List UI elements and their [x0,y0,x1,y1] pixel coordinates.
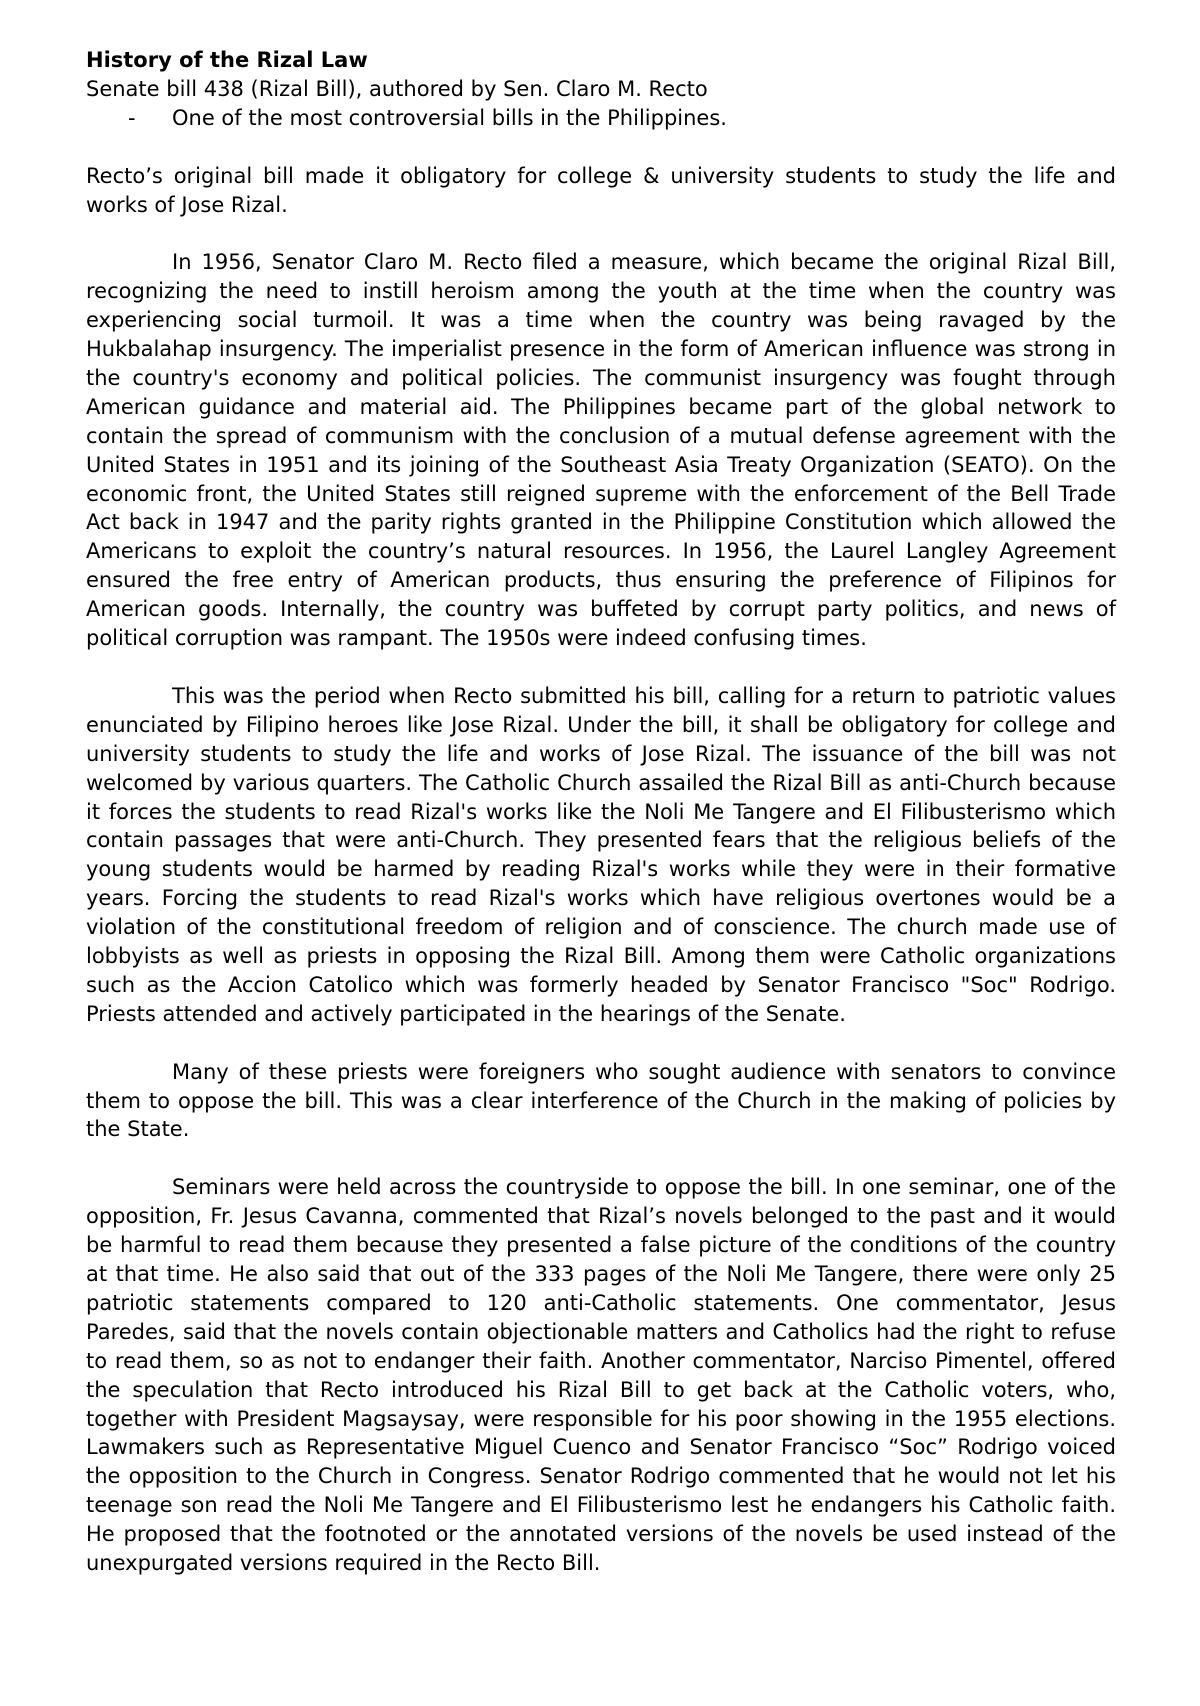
paragraph-opposition: This was the period when Recto submitted his bill, calling for a return to patriotic values enunciated by Filipino heroes like Jose Rizal. Under the bill, it shall be obligatory for college and university students to study the life and works of Jose Rizal. The issuance of the bill was not welcomed by various quarters. The Catholic Church assailed the Rizal Bill as anti-Church because it forces the students to read Rizal's works like the Noli Me Tangere and El Filibusterismo which contain passages that were anti-Church. They presented fears that the religious beliefs of the young students would be harmed by reading Rizal's works while they were in their formative years. Forcing the students to read Rizal's works which have religious overtones would be a violation of the constitutional freedom of religion and of conscience. The church made use of lobbyists as well as priests in opposing the Rizal Bill. Among them were Catholic organizations such as the Accion Catolico which was formerly headed by Senator Francisco "Soc" Rodrigo. Priests attended and actively participated in the hearings of the Senate. [86,683,1116,1026]
spacer [86,653,1116,682]
paragraph-seminars: Seminars were held across the countryside to oppose the bill. In one seminar, one of the opposition, Fr. Jesus Cavanna, commented that Rizal’s novels belonged to the past and it would be harmful to read them because they presented a false picture of the conditions of the country at that time. He also said that out of the 333 pages of the Noli Me Tangere, there were only 25 patriotic statements compared to 120 anti-Catholic statements. One commentator, Jesus Paredes, said that the novels contain objectionable matters and Catholics had the right to refuse to read them, so as not to endanger their faith. Another commentator, Narciso Pimentel, offered the speculation that Recto introduced his Rizal Bill to get back at the Catholic voters, who, together with President Magsaysay, were responsible for his poor showing in the 1955 elections. Lawmakers such as Representative Miguel Cuenco and Senator Francisco “Soc” Rodrigo voiced the opposition to the Church in Congress. Senator Rodrigo commented that he would not let his teenage son read the Noli Me Tangere and El Filibusterismo lest he endangers his Catholic faith. He proposed that the footnoted or the annotated versions of the novels be used instead of the unexpurgated versions required in the Recto Bill. [86,1175,1116,1576]
spacer [86,1144,1116,1173]
document-title: History of the Rizal Law [86,48,368,72]
paragraph-intro: Recto’s original bill made it obligatory for college & university students to study the life and works of Jose Rizal. [86,163,1116,217]
spacer [86,133,1116,162]
bullet-text: One of the most controversial bills in the Philippines. [172,105,727,130]
bullet-marker: - [128,105,136,130]
paragraph-priests: Many of these priests were foreigners who sought audience with senators to convince them to oppose the bill. This was a clear interference of the Church in the making of policies by the State. [86,1059,1116,1142]
document-page [86,46,1116,1578]
spacer [86,1029,1116,1058]
spacer [86,219,1116,248]
document-subtitle: Senate bill 438 (Rizal Bill), authored by Sen. Claro M. Recto [86,76,708,101]
paragraph-context: In 1956, Senator Claro M. Recto filed a measure, which became the original Rizal Bill, recognizing the need to instill heroism among the youth at the time when the country was experiencing social turmoil. It was a time when the country was being ravaged by the Hukbalahap insurgency. The imperialist presence in the form of American influence was strong in the country's economy and political policies. The communist insurgency was fought through American guidance and material aid. The Philippines became part of the global network to contain the spread of communism with the conclusion of a mutual defense agreement with the United States in 1951 and its joining of the Southeast Asia Treaty Organization (SEATO). On the economic front, the United States still reigned supreme with the enforcement of the Bell Trade Act back in 1947 and the parity rights granted in the Philippine Constitution which allowed the Americans to exploit the country’s natural resources. In 1956, the Laurel Langley Agreement ensured the free entry of American products, thus ensuring the preference of Filipinos for American goods. Internally, the country was buffeted by corrupt party politics, and news of political corruption was rampant. The 1950s were indeed confusing times. [86,250,1116,651]
bullet-item [86,104,1116,133]
